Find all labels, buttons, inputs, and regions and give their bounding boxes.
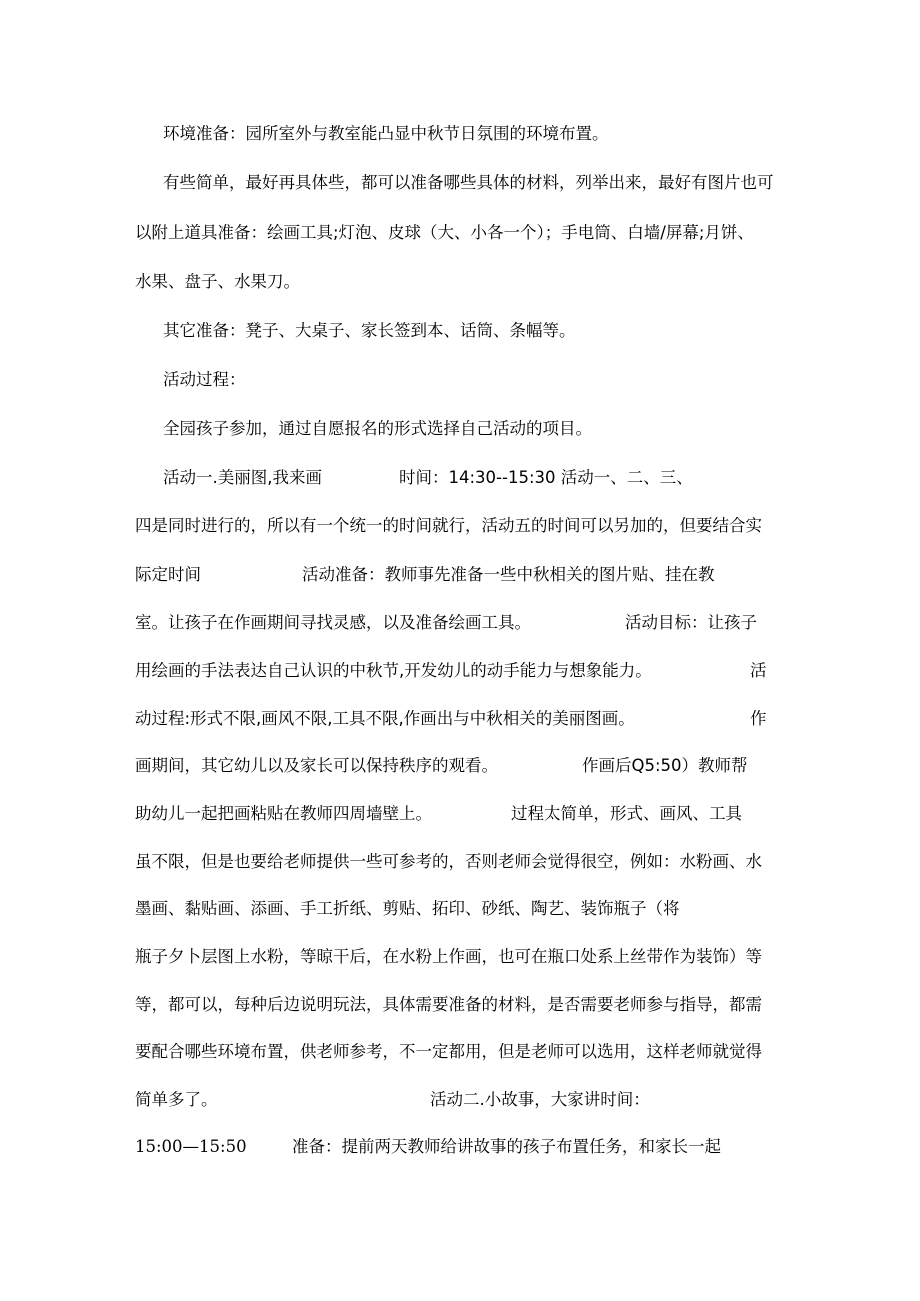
activity-one-text: 际定时间 [135, 565, 201, 584]
activity-one-text: 画期间，其它幼儿以及家长可以保持秩序的观看。 [135, 756, 498, 775]
activity-two-time: 15:00—15:50 [135, 1137, 247, 1156]
activity-one-line: 等，都可以，每种后边说明玩法，具体需要准备的材料，是否需要老师参与指导，都需 [135, 995, 762, 1014]
activity-one-text: 作画后Q5:50）教师帮 [582, 756, 748, 775]
activity-one-text: 过程太简单，形式、画风、工具 [511, 804, 742, 823]
activity-one-line [135, 803, 742, 825]
activity-one-title: 活动一.美丽图,我来画 [163, 468, 322, 487]
activity-one-line [135, 708, 767, 730]
activity-one-text: 活 [750, 661, 767, 680]
activity-one-text: 助幼儿一起把画粘贴在教师四周墙壁上。 [135, 804, 432, 823]
comment-line: 有些简单，最好再具体些，都可以准备哪些具体的材料，列举出来，最好有图片也可 [163, 173, 774, 192]
activity-two-line [135, 1136, 721, 1158]
activity-one-text: 活动目标：让孩子 [625, 613, 757, 632]
activity-one-title-line [163, 467, 693, 489]
comment-line: 以附上道具准备：绘画工具;灯泡、皮球（大、小各一个）；手电筒、白墙/屏幕;月饼、 [135, 223, 754, 242]
activity-one-line: 墨画、黏贴画、添画、手工折纸、剪贴、拓印、砂纸、陶艺、装饰瓶子（将 [135, 899, 680, 918]
activity-two-prep: 准备：提前两天教师给讲故事的孩子布置任务，和家长一起 [292, 1137, 721, 1156]
activity-one-line [135, 660, 767, 682]
other-prep-paragraph: 其它准备：凳子、大桌子、家长签到本、话筒、条幅等。 [163, 321, 576, 340]
all-children-paragraph: 全园孩子参加，通过自愿报名的形式选择自己活动的项目。 [163, 419, 592, 438]
activity-one-line: 要配合哪些环境布置，供老师参考，不一定都用，但是老师可以选用，这样老师就觉得 [135, 1042, 762, 1061]
activity-one-text: 室。让孩子在作画期间寻找灵感，以及准备绘画工具。 [135, 613, 531, 632]
env-prep-paragraph: 环境准备：园所室外与教室能凸显中秋节日氛围的环境布置。 [163, 124, 609, 143]
comment-line: 水果、盘子、水果刀。 [135, 272, 300, 291]
activity-one-line [135, 612, 757, 634]
activity-one-text: 动过程:形式不限,画风不限,工具不限,作画出与中秋相关的美丽图画。 [135, 709, 635, 728]
activity-one-line [135, 755, 748, 777]
activity-one-text: 作 [750, 709, 767, 728]
activity-one-time: 时间：14:30--15:30 活动一、二、三、 [399, 468, 693, 487]
activity-one-line [135, 1089, 650, 1111]
activity-one-line: 瓶子夕卜层图上水粉，等晾干后，在水粉上作画，也可在瓶口处系上丝带作为装饰）等 [135, 947, 762, 966]
activity-one-text: 简单多了。 [135, 1090, 218, 1109]
activity-two-title: 活动二.小故事，大家讲时间： [430, 1090, 650, 1109]
activity-one-line: 虽不限，但是也要给老师提供一些可参考的，否则老师会觉得很空，例如：水粉画、水 [135, 852, 762, 871]
activity-one-line [135, 564, 715, 586]
activity-one-line: 四是同时进行的，所以有一个统一的时间就行，活动五的时间可以另加的，但要结合实 [135, 516, 762, 535]
activity-one-text: 用绘画的手法表达自己认识的中秋节,开发幼儿的动手能力与想象能力。 [135, 661, 652, 680]
activity-one-text: 活动准备：教师事先准备一些中秋相关的图片贴、挂在教 [302, 565, 715, 584]
process-heading: 活动过程： [163, 370, 246, 389]
